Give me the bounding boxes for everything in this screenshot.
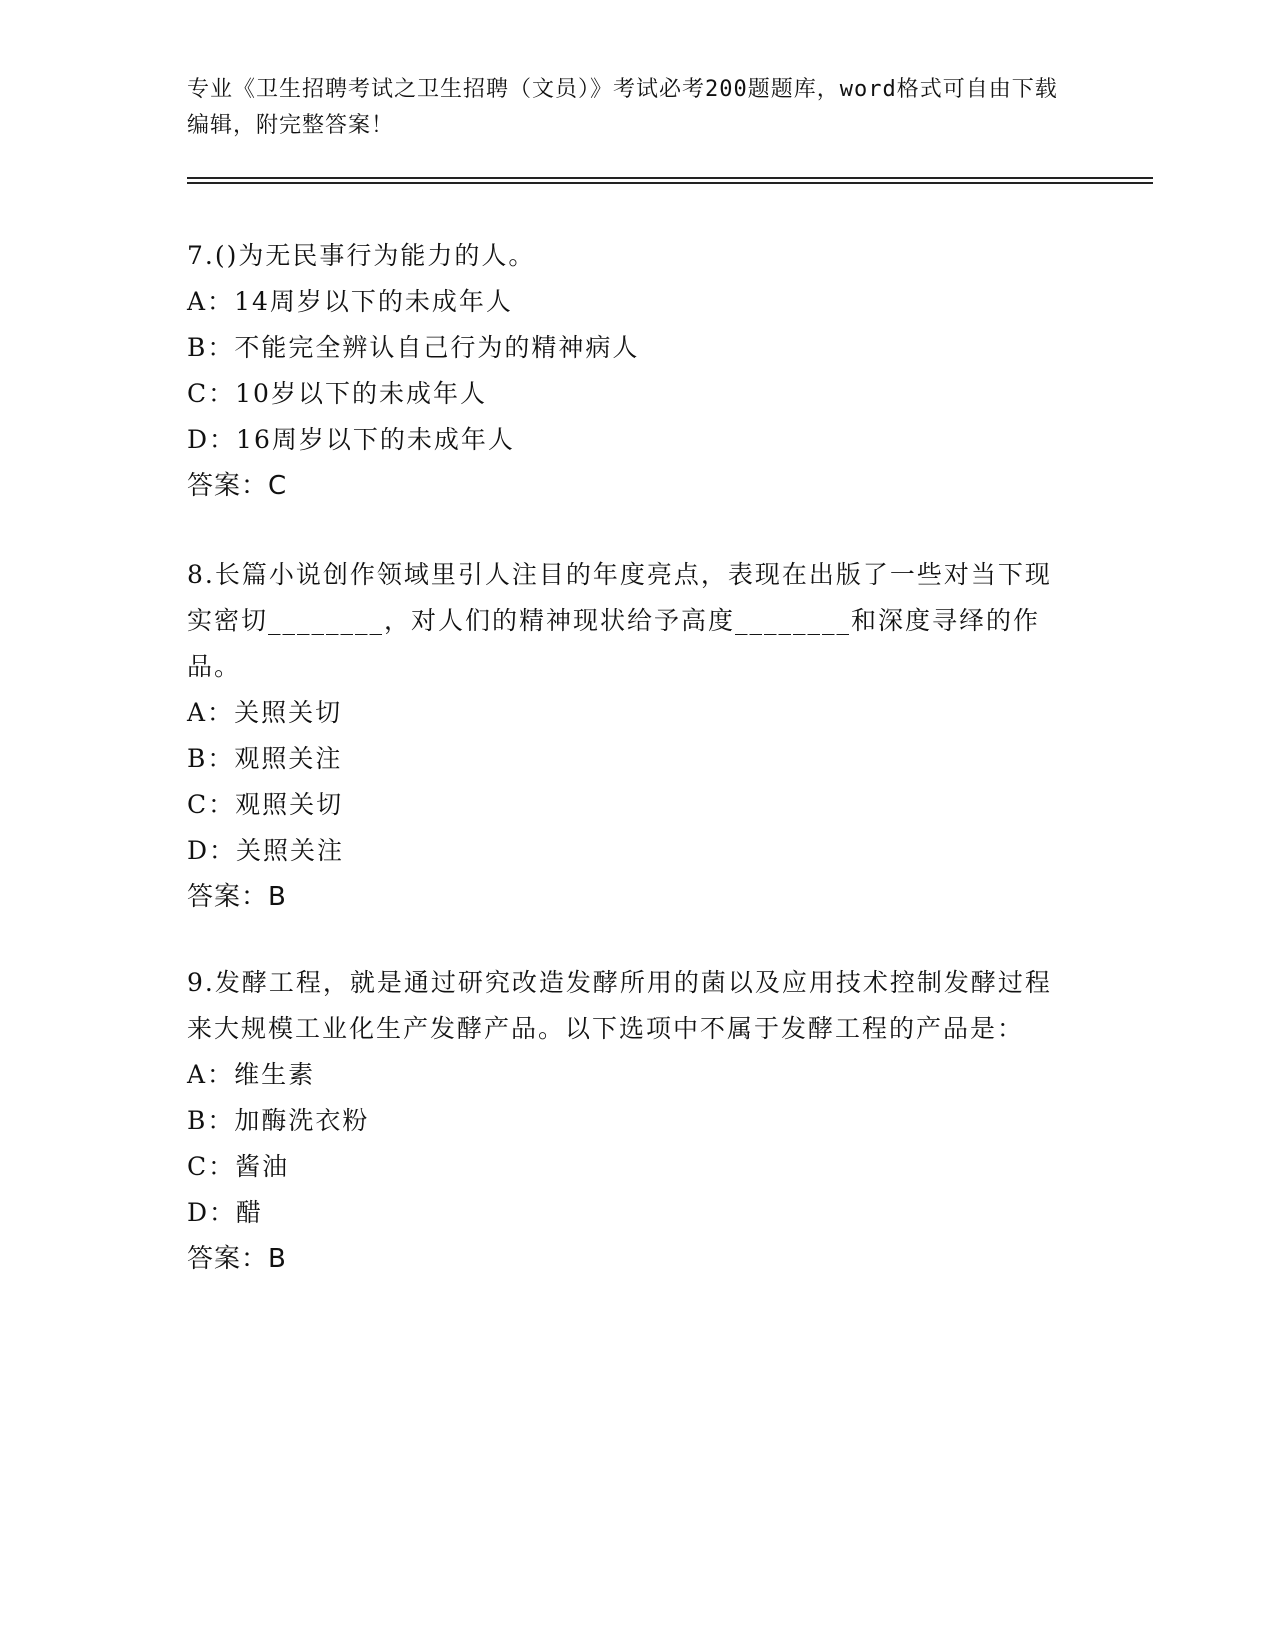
option-text: 关照关切 xyxy=(234,698,343,727)
option-label: A： xyxy=(187,698,235,727)
header-divider-bottom xyxy=(187,182,1153,184)
header-divider-top xyxy=(187,177,1153,179)
option-a xyxy=(187,690,1067,736)
option-c xyxy=(187,371,1067,417)
answer-line: 答案：B xyxy=(187,1244,287,1274)
option-text: 观照关切 xyxy=(235,790,344,819)
option-a xyxy=(187,279,1067,325)
option-d xyxy=(187,1190,1067,1236)
option-c xyxy=(187,782,1067,828)
option-c xyxy=(187,1144,1067,1190)
option-text: 维生素 xyxy=(234,1060,316,1089)
option-label: D： xyxy=(187,1198,237,1227)
option-text: 加酶洗衣粉 xyxy=(234,1106,370,1135)
option-d xyxy=(187,417,1067,463)
option-label: C： xyxy=(187,790,236,819)
option-label: B： xyxy=(187,744,235,773)
option-b xyxy=(187,736,1067,782)
option-text: 16周岁以下的未成年人 xyxy=(236,425,515,454)
option-text: 醋 xyxy=(236,1198,264,1227)
option-d xyxy=(187,828,1067,874)
answer-line: 答案：C xyxy=(187,471,288,501)
option-label: A： xyxy=(187,287,235,316)
question-stem: 8.长篇小说创作领域里引人注目的年度亮点，表现在出版了一些对当下现实密切________，对人们的精神现状给予高度________和深度寻绎的作品。 xyxy=(187,560,1052,681)
option-text: 10岁以下的未成年人 xyxy=(235,379,487,408)
option-text: 不能完全辨认自己行为的精神病人 xyxy=(234,333,640,362)
option-label: B： xyxy=(187,333,235,362)
option-label: C： xyxy=(187,1152,236,1181)
question-7 xyxy=(187,233,1067,509)
option-b xyxy=(187,1098,1067,1144)
option-label: B： xyxy=(187,1106,235,1135)
option-label: A： xyxy=(187,1060,235,1089)
question-8 xyxy=(187,552,1067,920)
question-9 xyxy=(187,960,1067,1282)
answer-line: 答案：B xyxy=(187,882,287,912)
option-b xyxy=(187,325,1067,371)
option-text: 酱油 xyxy=(235,1152,290,1181)
option-a xyxy=(187,1052,1067,1098)
option-text: 观照关注 xyxy=(234,744,343,773)
option-label: C： xyxy=(187,379,236,408)
option-text: 关照关注 xyxy=(236,836,345,865)
question-stem: 7.()为无民事行为能力的人。 xyxy=(187,241,536,270)
question-stem: 9.发酵工程，就是通过研究改造发酵所用的菌以及应用技术控制发酵过程来大规模工业化生产发酵产品。以下选项中不属于发酵工程的产品是： xyxy=(187,968,1052,1043)
option-text: 14周岁以下的未成年人 xyxy=(234,287,513,316)
document-header: 专业《卫生招聘考试之卫生招聘（文员）》考试必考200题题库，word格式可自由下载编辑，附完整答案！ xyxy=(187,77,1058,138)
option-label: D： xyxy=(187,425,237,454)
option-label: D： xyxy=(187,836,237,865)
